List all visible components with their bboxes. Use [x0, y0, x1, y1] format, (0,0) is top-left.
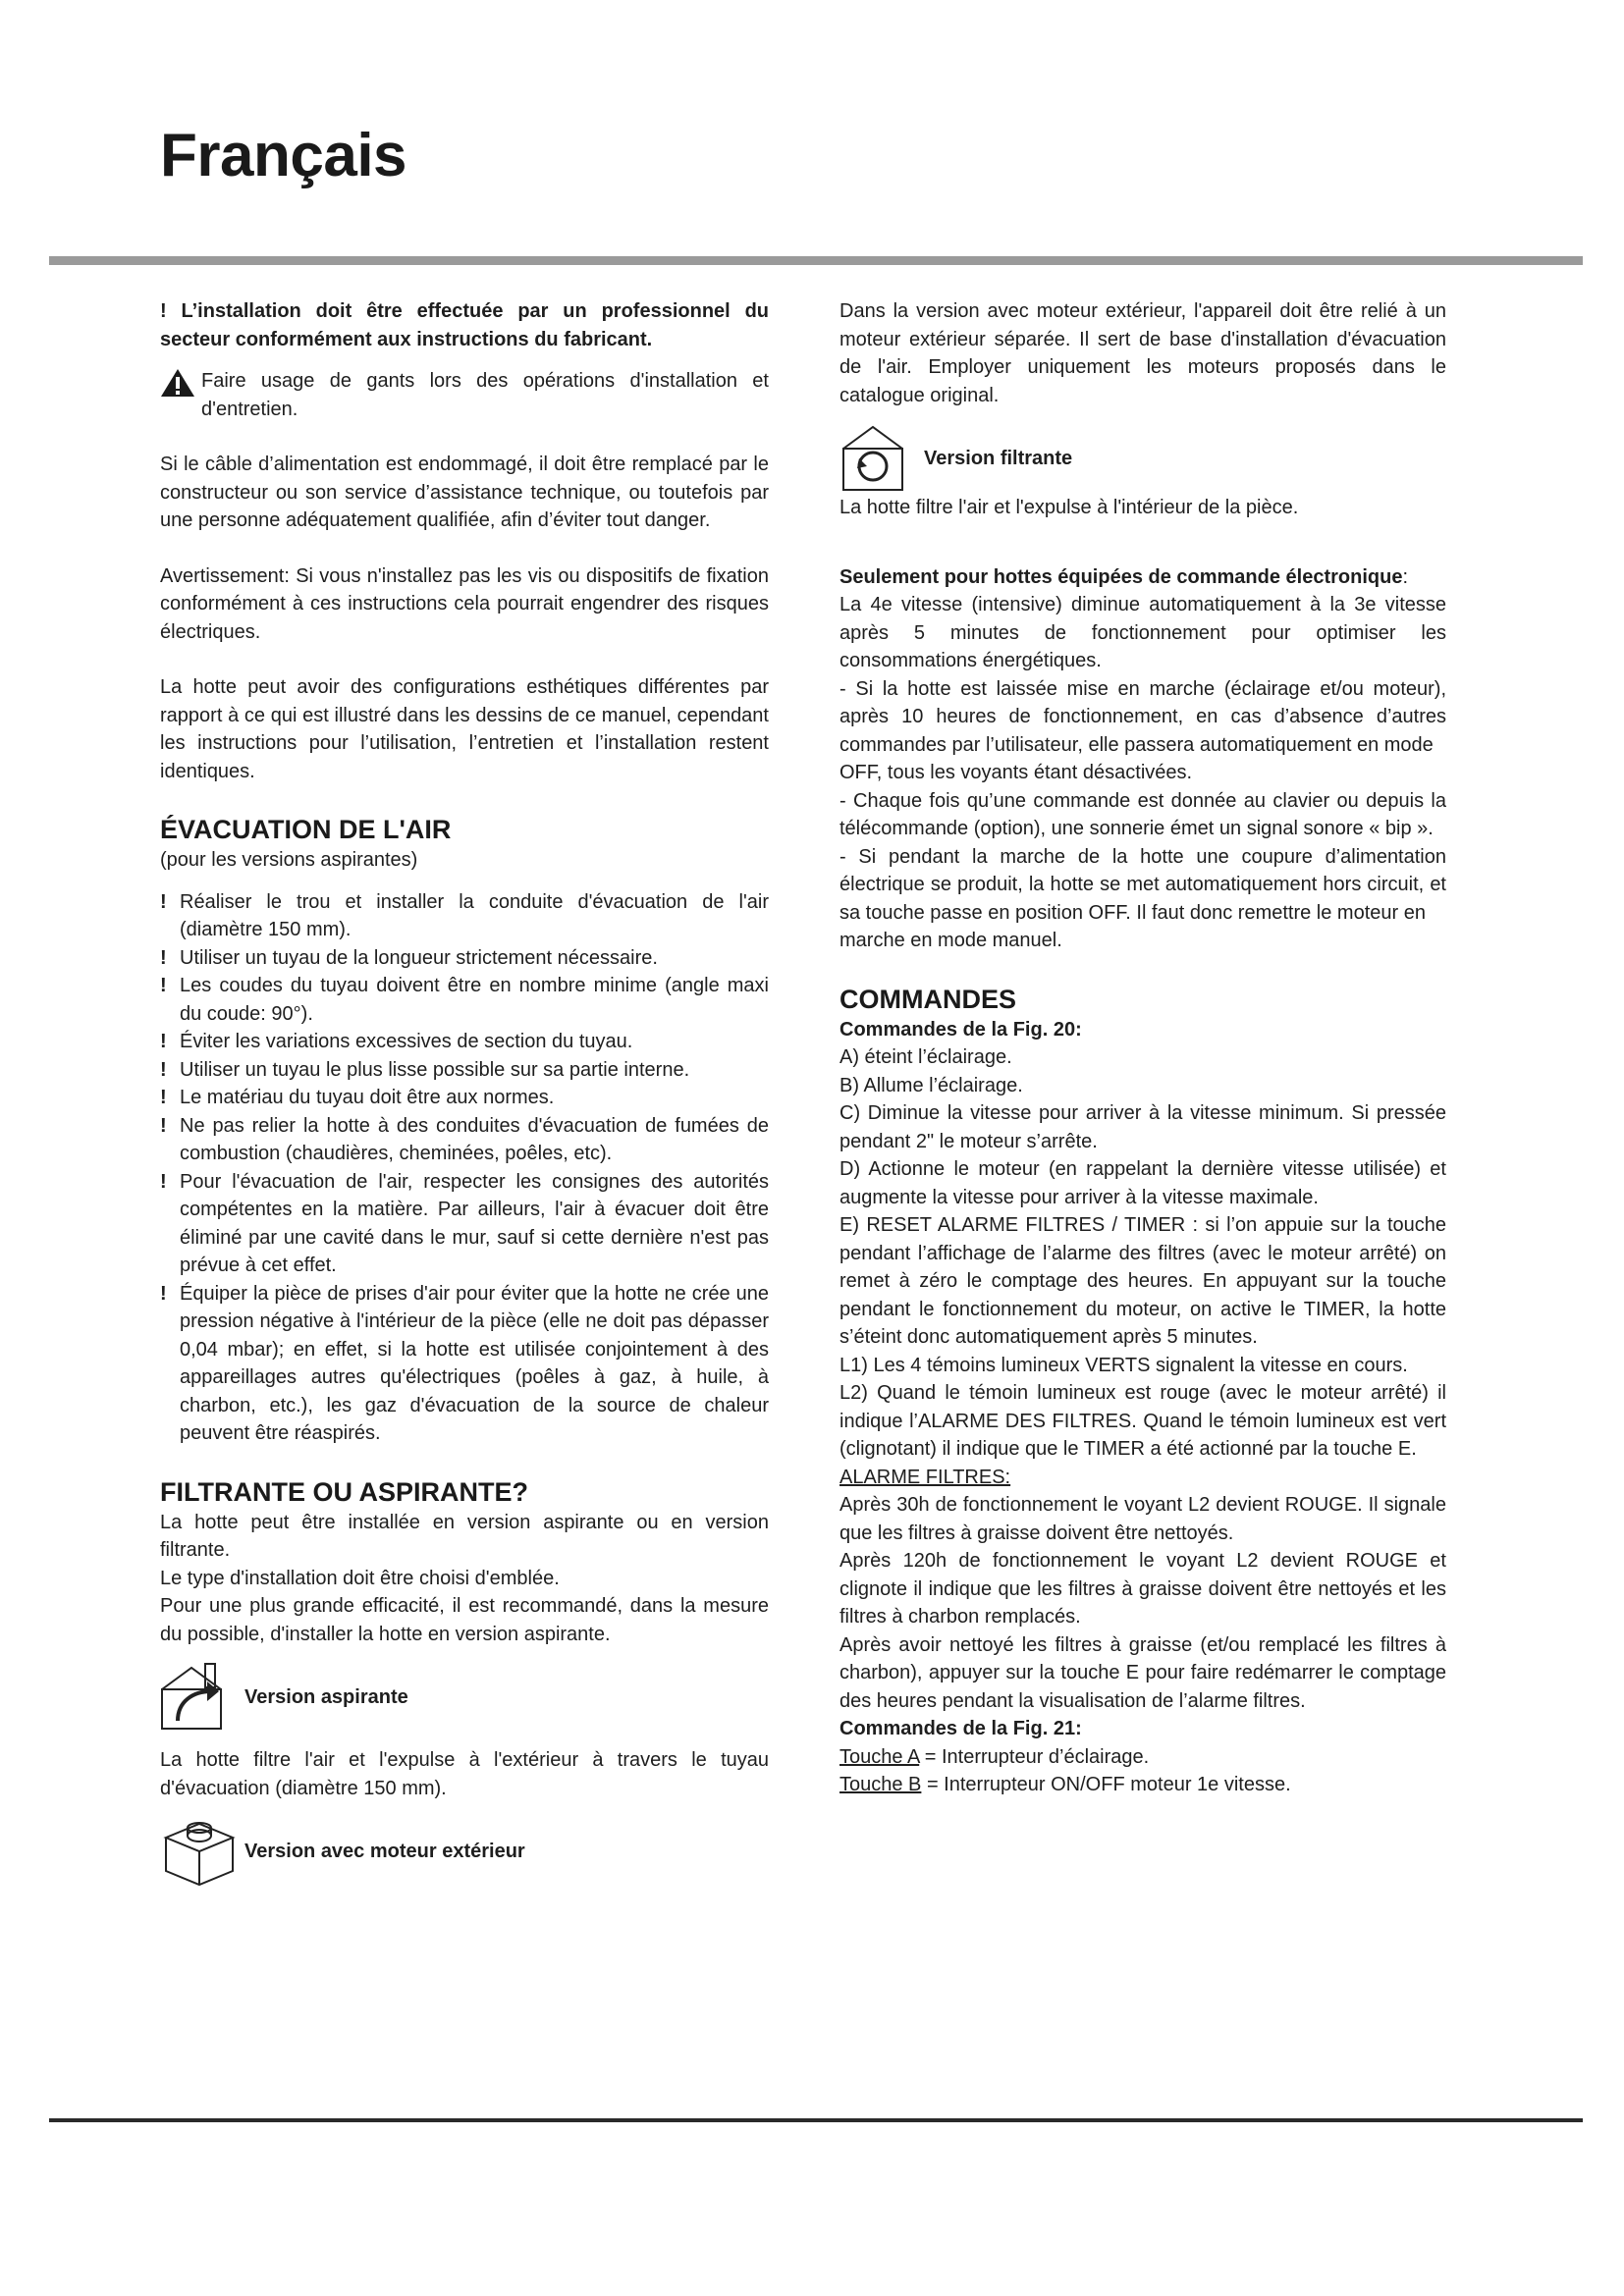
exclamation-icon: ! [160, 946, 167, 969]
external-motor-paragraph: Dans la version avec moteur extérieur, l'appareil doit être relié à un moteur extérieur séparée. Il sert de base d'installation d'évacuation de l'air. Employer uniquement les moteurs proposés dans le catalogue original. [839, 300, 1446, 406]
aspirante-house-icon [160, 1662, 239, 1733]
commandes-heading: COMMANDES [839, 984, 1016, 1014]
electronic-line: La 4e vitesse (intensive) diminue automatiquement à la 3e vitesse après 5 minutes de fonctionnement pour optimiser les consommations énergétiques. [839, 594, 1446, 671]
list-item: ! Les coudes du tuyau doivent être en nombre minime (angle maxi du coude: 90°). [160, 972, 769, 1028]
fig20-line: E) RESET ALARME FILTRES / TIMER : si l’on appuie sur la touche pendant l’affichage de l’alarme des filtres (avec le moteur arrêté) on remet à zéro le comptage des heures. En appuyant sur la touche pendant le fonctionnement du moteur, on active le TIMER, la hotte s’éteint donc automatiquement après 5 minutes. [839, 1214, 1446, 1348]
list-item: ! Réaliser le trou et installer la conduite d'évacuation de l'air (diamètre 150 mm). [160, 888, 769, 944]
electronic-line: marche en mode manuel. [839, 930, 1062, 951]
exclamation-icon: ! [160, 1114, 167, 1137]
list-item: ! Utiliser un tuyau le plus lisse possible sur sa partie interne. [160, 1056, 769, 1085]
filtrante-paragraph: La hotte filtre l'air et l'expulse à l'intérieur de la pièce. [839, 497, 1299, 518]
right-column [839, 297, 1446, 1799]
filtrante-p1: La hotte peut être installée en version aspirante ou en version filtrante. [160, 1511, 769, 1561]
electronic-line: - Si pendant la marche de la hotte une coupure d’alimentation électrique se produit, la hotte se met automatiquement hors circuit, et sa touche passe en position OFF. Il faut donc remettre le moteur en [839, 845, 1446, 924]
list-item: ! Éviter les variations excessives de section du tuyau. [160, 1028, 769, 1056]
list-item: ! Pour l'évacuation de l'air, respecter les consignes des autorités compétentes en la matière. Par ailleurs, l'air à évacuer doit être éliminé par une cavité dans le mur, sauf si cette dernière n'est pas prévue à cet effet. [160, 1168, 769, 1280]
cable-paragraph: Si le câble d’alimentation est endommagé, il doit être remplacé par le constructeur ou son service d’assistance technique, ou toutefois par une personne adéquatement qualifiée, afin d’éviter tout danger. [160, 454, 769, 531]
version-moteur-exterieur-label: Version avec moteur extérieur [244, 1840, 525, 1862]
fig21-heading: Commandes de la Fig. 21: [839, 1718, 1082, 1739]
gloves-text: Faire usage de gants lors des opérations d'installation et d'entretien. [201, 370, 769, 420]
version-aspirante-row [160, 1662, 769, 1733]
alarm-line: Après avoir nettoyé les filtres à graisse (et/ou remplacé les filtres à charbon), appuyer sur la touche E pour faire redémarrer le comptage des heures pendant la visualisation de l’alarme filtres. [839, 1633, 1446, 1712]
exclamation-icon: ! [160, 1031, 167, 1052]
fig20-line: L1) Les 4 témoins lumineux VERTS signalent la vitesse en cours. [839, 1354, 1408, 1376]
list-item: ! Équiper la pièce de prises d'air pour éviter que la hotte ne crée une pression négative à l'intérieur de la pièce (elle ne doit pas dépasser 0,04 mbar); en effet, si la hotte est utilisée conjointement à des appareillages autres qu'électriques (poêles à gaz, à huile, à charbon, etc.), les gaz d'évacuation de la source de chaleur peuvent être réaspirés. [160, 1280, 769, 1448]
install-notice: ! L’installation doit être effectuée par un professionnel du secteur conformément aux instructions du fabricant. [160, 300, 769, 350]
fig21-line-a: Touche A = Interrupteur d’éclairage. [839, 1745, 1150, 1768]
fig20-line: A) éteint l’éclairage. [839, 1046, 1012, 1068]
electronic-heading: Seulement pour hottes équipées de commande électronique: [839, 565, 1409, 588]
gloves-warning [160, 367, 769, 423]
exclamation-icon: ! [160, 975, 167, 996]
list-item: ! Le matériau du tuyau doit être aux normes. [160, 1084, 769, 1112]
version-moteur-exterieur-row [160, 1816, 769, 1887]
list-item: ! Utiliser un tuyau de la longueur strictement nécessaire. [160, 944, 769, 973]
electronic-line: - Chaque fois qu’une commande est donnée au clavier ou depuis la télécommande (option), une sonnerie émet un signal sonore « bip ». [839, 789, 1446, 839]
exclamation-icon: ! [160, 890, 167, 913]
evacuation-list [160, 888, 769, 1448]
list-item: ! Ne pas relier la hotte à des conduites d'évacuation de fumées de combustion (chaudières, cheminées, poêles, etc). [160, 1112, 769, 1168]
electronic-line: OFF, tous les voyants étant désactivées. [839, 762, 1193, 783]
fig21-line-b: Touche B = Interrupteur ON/OFF moteur 1e vitesse. [839, 1774, 1291, 1795]
filtrante-p3: Pour une plus grande efficacité, il est recommandé, dans la mesure du possible, d'installer la hotte en version aspirante. [160, 1595, 769, 1645]
config-paragraph: La hotte peut avoir des configurations esthétiques différentes par rapport à ce qui est illustré dans les dessins de ce manuel, cependant les instructions pour l’utilisation, l’entretien et l’installation restent identiques. [160, 676, 769, 782]
exclamation-icon: ! [160, 1282, 167, 1305]
fig20-line: B) Allume l’éclairage. [839, 1074, 1023, 1096]
version-filtrante-row [839, 423, 1446, 494]
warning-paragraph: Avertissement: Si vous n'installez pas les vis ou dispositifs de fixation conformément à ces instructions cela pourrait engendrer des risques électriques. [160, 564, 769, 643]
alarm-heading: ALARME FILTRES: [839, 1466, 1011, 1488]
bottom-divider [49, 2118, 1583, 2122]
top-divider [49, 256, 1583, 265]
filtrante-heading: FILTRANTE OU ASPIRANTE? [160, 1476, 528, 1507]
page-title: Français [160, 122, 407, 189]
fig20-line: L2) Quand le témoin lumineux est rouge (avec le moteur arrêté) il indique l’ALARME DES FILTRES. Quand le témoin lumineux est vert (clignotant) il indique que le TIMER a été actionné par la touche E. [839, 1382, 1446, 1460]
alarm-line: Après 120h de fonctionnement le voyant L2 devient ROUGE et clignote il indique que les filtres à graisse doivent être nettoyés et les filtres à charbon remplacés. [839, 1550, 1446, 1628]
warning-icon [160, 367, 195, 399]
filtrante-house-icon [839, 423, 918, 494]
exclamation-icon: ! [160, 1087, 167, 1108]
external-motor-icon [160, 1816, 239, 1887]
version-filtrante-label: Version filtrante [924, 447, 1073, 469]
evacuation-subtitle: (pour les versions aspirantes) [160, 849, 418, 871]
electronic-line: - Si la hotte est laissée mise en marche (éclairage et/ou moteur), après 10 heures de fonctionnement, en cas d’absence d’autres commandes par l’utilisateur, elle passera automatiquement en mode [839, 677, 1446, 756]
filtrante-p2: Le type d'installation doit être choisi d'emblée. [160, 1567, 560, 1589]
fig20-heading: Commandes de la Fig. 20: [839, 1018, 1082, 1041]
exclamation-icon: ! [160, 1170, 167, 1193]
version-aspirante-label: Version aspirante [244, 1685, 408, 1708]
left-column [160, 297, 769, 1887]
exclamation-icon: ! [160, 1058, 167, 1081]
evacuation-heading: ÉVACUATION DE L'AIR [160, 815, 452, 844]
fig20-line: C) Diminue la vitesse pour arriver à la vitesse minimum. Si pressée pendant 2" le moteur s’arrête. [839, 1102, 1446, 1152]
alarm-line: Après 30h de fonctionnement le voyant L2 devient ROUGE. Il signale que les filtres à graisse doivent être nettoyés. [839, 1494, 1446, 1544]
aspirante-paragraph: La hotte filtre l'air et l'expulse à l'extérieur à travers le tuyau d'évacuation (diamètre 150 mm). [160, 1749, 769, 1799]
fig20-line: D) Actionne le moteur (en rappelant la dernière vitesse utilisée) et augmente la vitesse pour arriver à la vitesse maximale. [839, 1158, 1446, 1208]
